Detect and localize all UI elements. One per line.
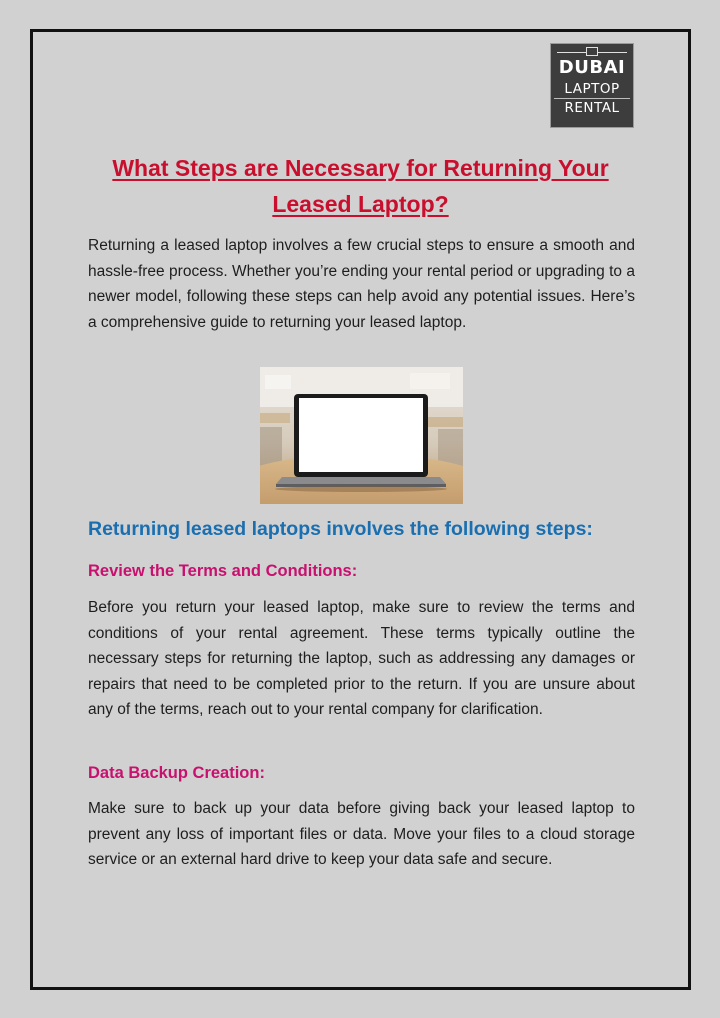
section-heading-terms: Review the Terms and Conditions: (88, 562, 358, 580)
logo-line-3: RENTAL (564, 100, 620, 116)
section-body-backup: Make sure to back up your data before giving back your leased laptop to prevent any loss of important files or data. Move your files to a cloud storage service or an external hard drive to keep your data safe and secure. (88, 800, 635, 868)
intro-paragraph: Returning a leased laptop involves a few crucial steps to ensure a smooth and hassle-free process. Whether you’re ending your rental period or upgrading to a newer model, following these steps can help avoid any potential issues. Here’s a comprehensive guide to returning your leased laptop. (88, 237, 635, 331)
document-page (30, 29, 691, 990)
monitor-icon (586, 47, 598, 56)
section-body-terms: Before you return your leased laptop, make sure to review the terms and conditions of your rental agreement. These terms typically outline the necessary steps for returning the laptop, such as addressing any damages or repairs that need to be completed prior to the return. If you are unsure about any of the terms, reach out to your rental company for clarification. (88, 599, 635, 718)
logo-divider (554, 98, 630, 99)
laptop-photo (260, 367, 463, 504)
steps-heading: Returning leased laptops involves the following steps: (88, 518, 593, 540)
page-title: What Steps are Necessary for Returning Your Leased Laptop? (112, 155, 609, 217)
logo-line-1: DUBAI (558, 57, 626, 78)
section-heading-backup: Data Backup Creation: (88, 764, 265, 782)
laptop-photo-icon (260, 367, 463, 504)
logo-line-2: LAPTOP (564, 81, 620, 97)
dubai-laptop-rental-logo (550, 43, 634, 128)
